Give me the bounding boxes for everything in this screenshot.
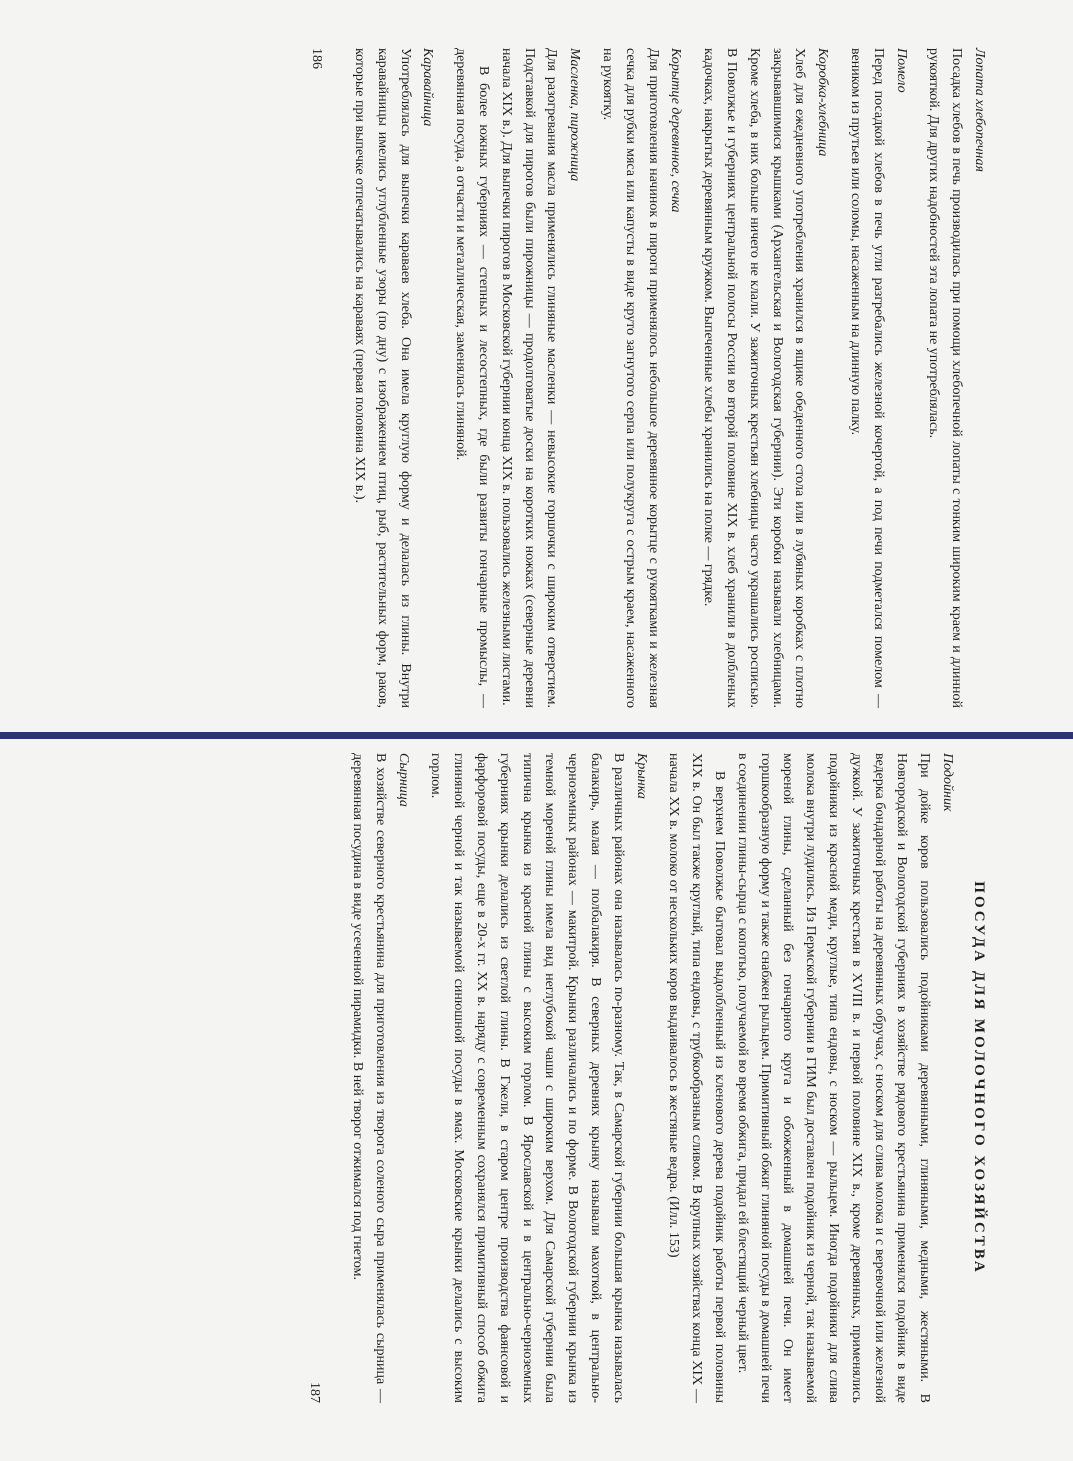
section-paragraph: Хлеб для ежедневного употребления хранился в ящике обеденного стола или в лубяных коробках с плотно закрывавшимися крышками (Архангельская и Вологодская губернии). Эти коробки называли хлебницами. Кроме хлеба, в них больше ничего не клали. У зажиточных крестьян хлебницы часто украшались росписью. В Поволжье и губерниях центральной полосы России во второй половине XIX в. хлеб хранили в долбленых кадочках, накрытых деревянным кружком. Выпеченные хлебы хранились на полке — грядке. [701,48,808,708]
section-paragraph: Для разогревания масла применялись глиняные масленки — невысокие горшочки с широким отверстием. Подставкой для пирогов были пирожницы — продолговатые доски на коротких ножках (северные деревни начала XIX в.). Для выпечки пирогов в Московской губернии конца XIX в. пользовались железными листами. [498,48,560,708]
page-187 [0,739,1073,1461]
section-heading: Корытце деревянное, сечка [668,48,684,213]
section-paragraph: Для приготовления начинок в пироги применялось небольшое деревянное корытце с рукоятками и железная сечка для рубки мяса или капусты в виде круто загнутого серпа или полукруга с острым краем, насаженного на рукоятку. [600,48,661,708]
page-number: 186 [309,48,325,69]
section-paragraph: Посадка хлебов в печь производилась при помощи хлебопечной лопаты с тонким широким краем и длинной рукояткой. Для других надобностей эта лопата не употреблялась. [926,48,965,708]
section-heading: Подойник [940,753,955,812]
page-186-text [110,48,990,708]
paragraph-text: В верхнем Поволжье бытовал выдолбленный из кленового дерева подойник работы первой половины XIX в. Он был также круглый, типа ендовы, с трубкообразным сливом. В крупных хозяйствах конца XIX — начала XX в. молоко от нескольких коров выдаивалось в жестяные ведра. [666,753,728,1403]
section-paragraph: Перед посадкой хлебов в печь угли разгребались железной кочергой, а под печи подметался помелом — веником из прутьев или соломы, насаженным на длинную палку. [848,48,886,708]
page-187-text [110,753,990,1403]
section-paragraph: В более южных губерниях — степных и лесостепных, где были развиты гончарные промыслы, — деревянная посуда, а отчасти и металлическая, заменялась глиняной. [453,48,492,708]
section-heading: Крынка [633,753,649,799]
chapter-title: ПОСУДА ДЛЯ МОЛОЧНОГО ХОЗЯЙСТВА [971,881,987,1275]
page-number: 187 [307,1382,323,1403]
section-heading: Лопата хлебопечная [972,48,987,172]
section-heading: Помело [893,48,909,93]
section-heading: Каравайница [420,48,436,127]
section-paragraph: Употреблялась для выпечки караваев хлеба. Она имела круглую форму и делалась из глины. Внутри каравайницы имелись углубленные узоры (по дну) с изображением птиц, рыб, растительных форм, раков, которые при выпечке отпечатывались на караваях (первая половина XIX в.). [352,48,413,708]
section-heading: Коробка-хлебница [815,48,831,157]
section-paragraph: В хозяйстве северного крестьянина для приготовления из творога соленого сыра применялась сырница — деревянная посудина в виде усеченной пирамидки. В ней творог отжимался под гнетом. [350,753,388,1403]
section-paragraph: При дойке коров пользовались подойниками деревянными, глиняными, медными, жестяными. В Новгородской и Вологодской губерниях в хозяйстве рядового крестьянина применялся подойник в виде ведерка бондарной работы на деревянных обручах, с носком для слива молока и с веревочной или железной дужкой. У зажиточных крестьян в XVIII в. и первой половине XIX в., кроме деревянных, применялись подойники из красной меди, круглые, типа ендовы, с носком — рыльцем. Иногда подойники для слива молока внутри лудились. Из Пермской губернии в ГИМ был доставлен подойник из черной, так называемой мореной глины, сделанный без гончарного круга и обожженный в домашней печи. Он имеет горшкообразную форму и также снабжен рыльцем. Примитивный обжиг глиняной посуды в домашней печи в соединении глины-сырца с копотью, получаемой во время обжига, придал ей блестящий черный цвет. [734,753,933,1403]
section-heading: Сырница [395,753,411,807]
section-paragraph [662,753,730,1403]
section-paragraph: В различных районах она называлась по-разному. Так, в Самарской губернии большая крынка называлась балакирь, малая — полбалакиря. В северных деревнях крынку называли махоткой, в центрально-черноземных районах — макитрой. Крынки различались и по форме. В Вологодской губернии крынка из темной мореной глины имела вид неглубокой чаши с широким верхом. Для Самарской губернии была типична крынка из красной глины с высоким горлом. В Ярославской и в центрально-черноземных губерниях крынки делались из светлой глины. В Гжели, в старом центре производства фаянсовой и фарфоровой посуды, еще в 20-х гг. XX в. наряду с современным сохранялся примитивный способ обжига глиняной черной и так называемой синюшной посуды в ямах. Московские крынки делались с высоким горлом. [428,753,626,1403]
illustration-reference: (Илл. 153) [666,1196,682,1258]
page-divider [0,732,1073,739]
section-heading: Масленка, пирожница [567,48,583,182]
